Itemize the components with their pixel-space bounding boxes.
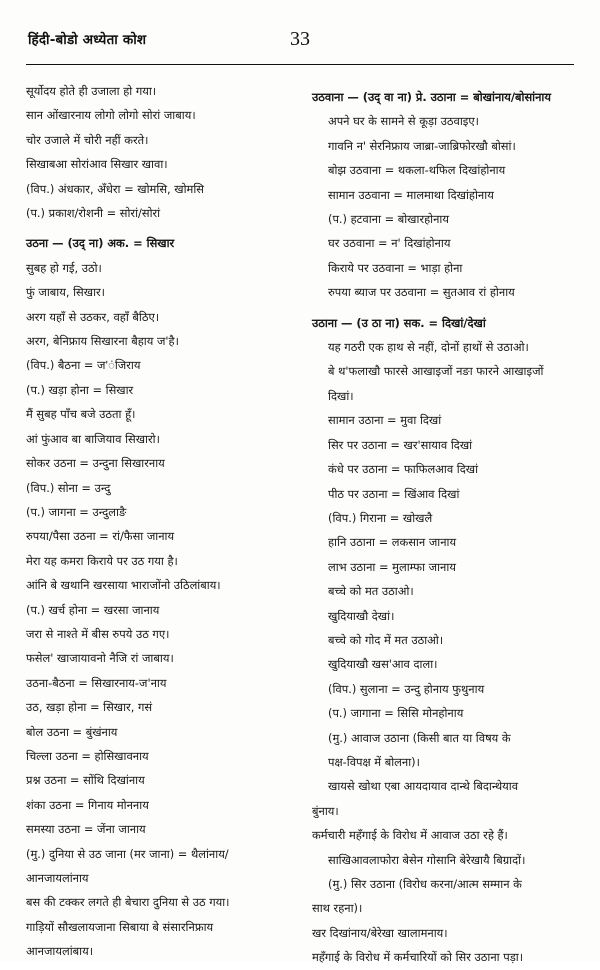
text-line: पक्ष-विपक्ष में बोलना)। bbox=[328, 754, 420, 769]
text-line: (विप.) गिराना = खोखलै bbox=[328, 510, 433, 525]
text-line: महँगाई के विरोध में कर्मचारियों को सिर उठाना पड़ा। bbox=[312, 950, 524, 965]
text-line: (विप.) सोना = उन्दु bbox=[26, 480, 111, 495]
text-line: कर्मचारी महँगाई के विरोध में आवाज उठा रहे हैं। bbox=[312, 828, 508, 843]
text-line: (मु.) आवाज उठाना (किसी बात या विषय के bbox=[328, 730, 511, 745]
text-line: यह गठरी एक हाथ से नहीं, दोनों हाथों से उठाओ। bbox=[328, 340, 529, 355]
page-header bbox=[26, 28, 574, 65]
text-line: बस की टक्कर लगते ही बेचारा दुनिया से उठ गया। bbox=[26, 895, 230, 910]
text-line: (विप.) बैठना = ज'ंजिराय bbox=[26, 358, 141, 373]
text-line: बोझ उठवाना = थकला-थफिल दिखांहोनाय bbox=[328, 163, 506, 178]
text-columns bbox=[26, 79, 574, 965]
text-line: सामान उठाना = मुवा दिखां bbox=[328, 413, 442, 428]
text-line: रुपया ब्याज पर उठवाना = सुतआव रां होनाय bbox=[328, 285, 515, 300]
text-line: (मु.) दुनिया से उठ जाना (मर जाना) = थैलांनाय/ bbox=[26, 846, 229, 861]
text-line: फसेल' खाजायावनो नैजि रां जाबाय। bbox=[26, 651, 174, 666]
headword-entry: उठवाना — (उद् वा ना) प्रे. उठाना = बोखांनाय/बोसांनाय bbox=[312, 90, 551, 104]
text-line: फुं जाबाय, सिखार। bbox=[26, 285, 106, 300]
text-line: खुदियाखौ खस'आव दाला। bbox=[328, 657, 438, 672]
text-line: आनजायलांनाय bbox=[26, 871, 89, 885]
text-line: सुबह हो गई, उठो। bbox=[26, 260, 102, 275]
text-line: बुंनाय। bbox=[312, 803, 339, 818]
text-line: (मु.) सिर उठाना (विरोध करना/आत्म सम्मान के bbox=[328, 877, 522, 891]
text-line: (प.) प्रकाश/रोशनी = सोरां/सोरां bbox=[26, 206, 161, 221]
text-line: (विप.) अंधकार, अँधेरा = खोमसि, खोमसि bbox=[26, 181, 204, 196]
text-line: चोर उजाले में चोरी नहीं करते। bbox=[26, 132, 149, 147]
text-line: खुदियाखौ देखां। bbox=[328, 608, 395, 623]
text-line: समस्या उठना = जेंना जानाय bbox=[26, 822, 146, 837]
text-line: उठ, खड़ा होना = सिखार, गसं bbox=[26, 700, 153, 715]
text-line: सोकर उठना = उन्दुना सिखारनाय bbox=[26, 456, 165, 471]
running-head-title: हिंदी-बोडो अध्येता कोश bbox=[28, 32, 147, 48]
text-line: आं फुंआव बा बाजियाव सिखारो। bbox=[26, 431, 160, 446]
headword-entry: उठना — (उद् ना) अक. = सिखार bbox=[26, 236, 175, 251]
text-line: मैं सुबह पाँच बजे उठता हूँ। bbox=[26, 407, 136, 422]
text-line: दिखां। bbox=[328, 388, 354, 403]
text-line: हानि उठाना = लकसान जानाय bbox=[328, 535, 457, 550]
text-line: शंका उठना = गिनाय मोननाय bbox=[26, 797, 149, 812]
text-line: प्रश्न उठना = सोंथि दिखांनाय bbox=[26, 773, 145, 788]
text-line: रुपया/पैसा उठना = रां/फैसा जानाय bbox=[26, 529, 175, 544]
text-line: लाभ उठाना = मुलाम्फा जानाय bbox=[328, 559, 456, 574]
text-line: अरग, बेनिफ्राय सिखारना बैहाय ज'है। bbox=[26, 334, 179, 349]
text-line: गाड़ियों सौखलायजाना सिबाया बे संसारनिफ्राय bbox=[26, 919, 214, 934]
text-line: खर दिखांनाय/बेरेखा खालामनाय। bbox=[312, 925, 448, 940]
text-line: खायसे खोथा एबा आयदायाव दान्थे बिदान्थेयाव bbox=[328, 779, 519, 794]
text-line: बे थ'फलाखौ फारसे आखाइजों नङा फारने आखाइजों bbox=[328, 364, 544, 379]
text-line: सूर्योदय होते ही उजाला हो गया। bbox=[26, 84, 157, 98]
text-line: आनजायलांबाय। bbox=[26, 944, 94, 959]
text-line: (प.) जागाना = सिसि मोनहोनाय bbox=[328, 706, 464, 721]
text-line: अपने घर के सामने से कूड़ा उठवाइए। bbox=[328, 114, 479, 129]
page-number: 33 bbox=[290, 28, 310, 50]
text-line: बोल उठना = बुंखंनाय bbox=[26, 724, 118, 739]
text-line: सान ओंखारनाय लोगो लोगो सोरां जाबाय। bbox=[26, 108, 196, 123]
text-line: पीठ पर उठाना = खिंआव दिखां bbox=[328, 486, 460, 501]
text-line: सामान उठवाना = मालमाथा दिखांहोनाय bbox=[328, 187, 494, 202]
text-line: घर उठवाना = न' दिखांहोनाय bbox=[328, 236, 451, 251]
text-line: मेरा यह कमरा किराये पर उठ गया है। bbox=[26, 553, 178, 568]
text-line: सिर पर उठाना = खर'सायाव दिखां bbox=[328, 437, 473, 452]
text-line: अरग यहाँ से उठकर, वहाँ बैठिए। bbox=[26, 309, 160, 324]
text-line: (प.) खड़ा होना = सिखार bbox=[26, 382, 134, 397]
text-line: उठना-बैठना = सिखारनाय-ज'नाय bbox=[26, 675, 167, 690]
text-line: सिखाबआ सोरांआव सिखार खावा। bbox=[26, 157, 168, 172]
text-line: (प.) हटवाना = बोखारहोनाय bbox=[328, 212, 449, 227]
text-line: कंधे पर उठाना = फाफिलआव दिखां bbox=[328, 462, 479, 477]
headword-entry: उठाना — (उ ठा ना) सक. = दिखां/देखां bbox=[312, 315, 486, 330]
text-line: जरा से नाश्ते में बीस रुपये उठ गए। bbox=[26, 626, 170, 641]
text-line: आंनि बे खथानि खरसाया भाराजोंनो उठिलांबाय। bbox=[26, 578, 221, 593]
text-line: बच्चे को गोद में मत उठाओ। bbox=[328, 632, 444, 647]
text-line: चिल्ला उठना = होसिखावनाय bbox=[26, 748, 149, 763]
text-line: (प.) खर्च होना = खरसा जानाय bbox=[26, 602, 160, 617]
text-line: किराये पर उठवाना = भाड़ा होना bbox=[328, 260, 463, 275]
text-line: (विप.) सुलाना = उन्दु होनाय फुथुनाय bbox=[328, 681, 485, 696]
text-line: गावनि न' सेरनिफ्राय जाब्रा-जाब्रिफोरखौ बोसां। bbox=[328, 138, 516, 153]
left-column bbox=[26, 79, 300, 959]
text-line: साथ रहना)। bbox=[312, 901, 363, 916]
text-line: (प.) जागना = उन्दुलाङै bbox=[26, 504, 127, 519]
right-column bbox=[300, 79, 574, 965]
text-line: बच्चे को मत उठाओ। bbox=[328, 584, 414, 599]
text-line: साखिआवलाफोरा बेसेन गोसानि बेरेखायै बिग्रादों। bbox=[328, 852, 526, 867]
